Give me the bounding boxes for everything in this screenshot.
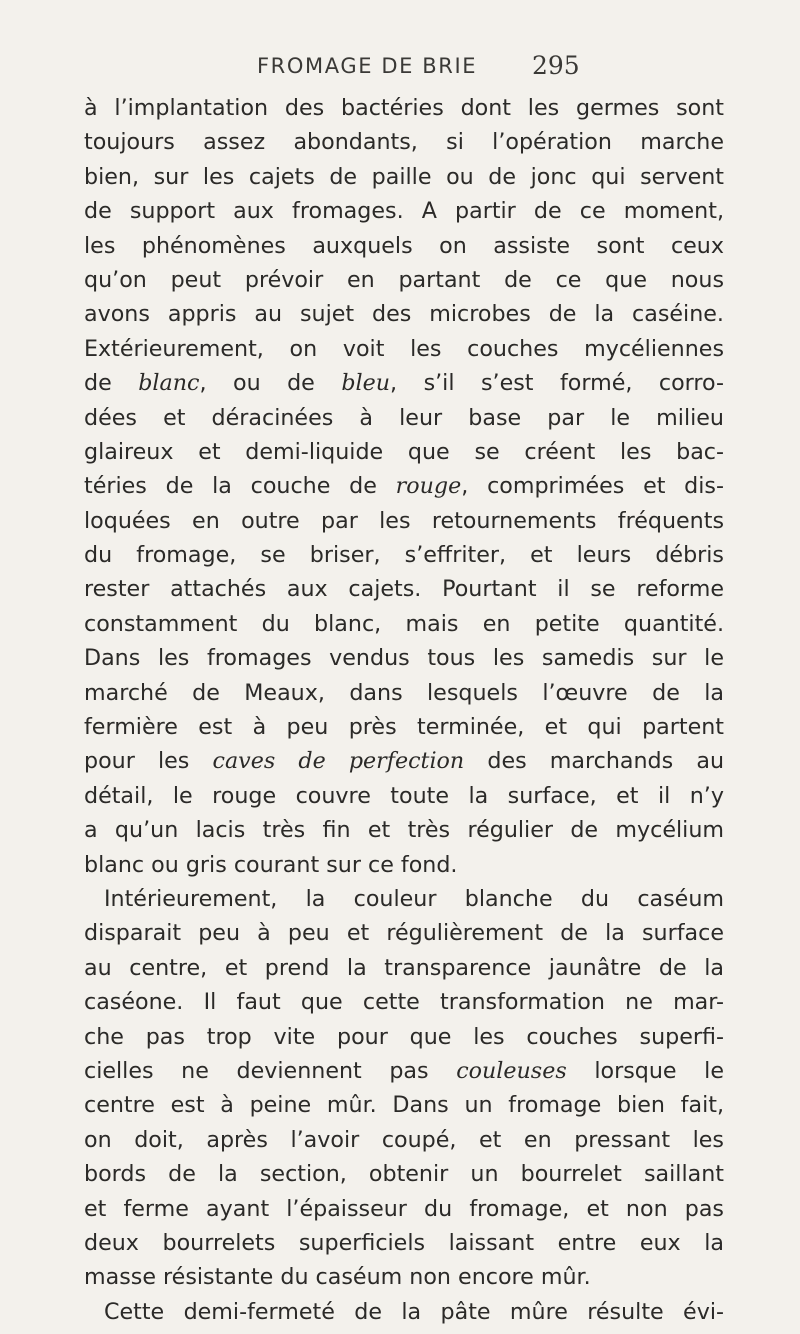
text-segment: Cette demi-fermeté de la pâte mûre résulte évi- — [104, 1298, 724, 1325]
text-segment: marché de Meaux, dans lesquels l’œuvre de la — [84, 679, 724, 706]
text-segment: de support aux fromages. A partir de ce moment, — [84, 198, 724, 225]
text-segment: caséone. Il faut que cette transformation ne mar- — [84, 989, 724, 1016]
text-segment: à l’implantation des bactéries dont les germes sont — [84, 95, 724, 121]
text-segment: du fromage, se briser, s’effriter, et leurs débris — [84, 542, 724, 569]
text-segment: de — [84, 370, 139, 397]
text-line — [84, 951, 724, 985]
text-segment: dées et déracinées à leur base par le milieu — [84, 404, 724, 431]
text-segment: , ou de — [199, 370, 342, 397]
page-number: 295 — [532, 51, 580, 80]
text-line — [84, 194, 724, 228]
text-segment: constamment du blanc, mais en petite quantité. — [84, 610, 724, 637]
text-line — [84, 297, 724, 331]
text-segment: che pas trop vite pour que les couches superfi- — [84, 1023, 724, 1050]
text-line — [84, 744, 724, 778]
italic-term: couleuses — [456, 1057, 567, 1084]
text-segment: toujours assez abondants, si l’opération marche — [84, 129, 724, 156]
text-line — [84, 1157, 724, 1191]
text-segment: détail, le rouge couvre toute la surface, et il n’y — [84, 782, 724, 809]
running-title: FROMAGE DE BRIE — [257, 54, 478, 78]
text-segment: centre est à peine mûr. Dans un fromage bien fait, — [84, 1092, 724, 1119]
text-line — [84, 641, 724, 675]
text-segment: les phénomènes auxquels on assiste sont ceux — [84, 232, 724, 259]
text-line — [84, 1260, 724, 1294]
italic-term: caves de perfection — [212, 748, 465, 775]
text-segment: téries de la couche de — [84, 473, 396, 500]
text-line — [84, 710, 724, 744]
text-line — [84, 1226, 724, 1260]
text-segment: disparait peu à peu et régulièrement de la surface — [84, 920, 724, 947]
text-segment: et ferme ayant l’épaisseur du fromage, et non pas — [84, 1195, 724, 1222]
italic-term: bleu — [341, 370, 391, 397]
italic-term: blanc — [138, 370, 200, 397]
text-line — [84, 1054, 724, 1088]
text-segment: rester attachés aux cajets. Pourtant il se reforme — [84, 576, 724, 603]
text-segment: on doit, après l’avoir coupé, et en pressant les — [84, 1126, 724, 1153]
text-line — [84, 1295, 724, 1329]
text-segment: Extérieurement, on voit les couches mycéliennes — [84, 335, 724, 362]
text-line — [84, 160, 724, 194]
text-line — [84, 401, 724, 435]
text-line — [84, 1020, 724, 1054]
text-segment: blanc ou gris courant sur ce fond. — [84, 851, 458, 878]
text-segment: a qu’un lacis très fin et très régulier de mycélium — [84, 817, 724, 844]
text-segment: cielles ne deviennent pas — [84, 1057, 457, 1084]
running-head — [0, 48, 800, 88]
body-text — [84, 91, 724, 1329]
text-line — [84, 779, 724, 813]
text-segment: deux bourrelets superficiels laissant entre eux la — [84, 1229, 724, 1256]
text-line — [84, 1088, 724, 1122]
text-line — [84, 882, 724, 916]
text-segment: , comprimées et dis- — [461, 473, 724, 500]
text-segment: bien, sur les cajets de paille ou de jonc qui servent — [84, 163, 724, 190]
text-line — [84, 676, 724, 710]
text-segment: , s’il s’est formé, corro- — [390, 370, 725, 397]
text-line — [84, 916, 724, 950]
text-segment: au centre, et prend la transparence jaunâtre de la — [84, 954, 724, 981]
text-segment: bords de la section, obtenir un bourrelet saillant — [84, 1161, 724, 1188]
text-segment: avons appris au sujet des microbes de la caséine. — [84, 301, 724, 328]
text-line — [84, 263, 724, 297]
text-segment: lorsque le — [566, 1057, 724, 1084]
italic-term: rouge — [395, 473, 462, 500]
text-line — [84, 504, 724, 538]
text-line — [84, 1192, 724, 1226]
text-line — [84, 229, 724, 263]
text-line — [84, 572, 724, 606]
text-line — [84, 1123, 724, 1157]
text-line — [84, 366, 724, 400]
text-segment: masse résistante du caséum non encore mûr. — [84, 1264, 591, 1291]
text-segment: qu’on peut prévoir en partant de ce que nous — [84, 266, 724, 293]
text-segment: loquées en outre par les retournements fréquents — [84, 507, 724, 534]
text-line — [84, 848, 724, 882]
text-line — [84, 91, 724, 125]
text-segment: Intérieurement, la couleur blanche du caséum — [104, 885, 724, 912]
text-segment: pour les — [84, 748, 213, 775]
text-line — [84, 538, 724, 572]
text-line — [84, 435, 724, 469]
text-segment: glaireux et demi-liquide que se créent les bac- — [84, 438, 724, 465]
text-line — [84, 985, 724, 1019]
text-segment: des marchands au — [464, 748, 725, 775]
text-line — [84, 813, 724, 847]
text-line — [84, 469, 724, 503]
text-line — [84, 125, 724, 159]
text-line — [84, 607, 724, 641]
text-segment: Dans les fromages vendus tous les samedis sur le — [84, 645, 724, 672]
text-segment: fermière est à peu près terminée, et qui partent — [84, 714, 724, 741]
text-line — [84, 332, 724, 366]
